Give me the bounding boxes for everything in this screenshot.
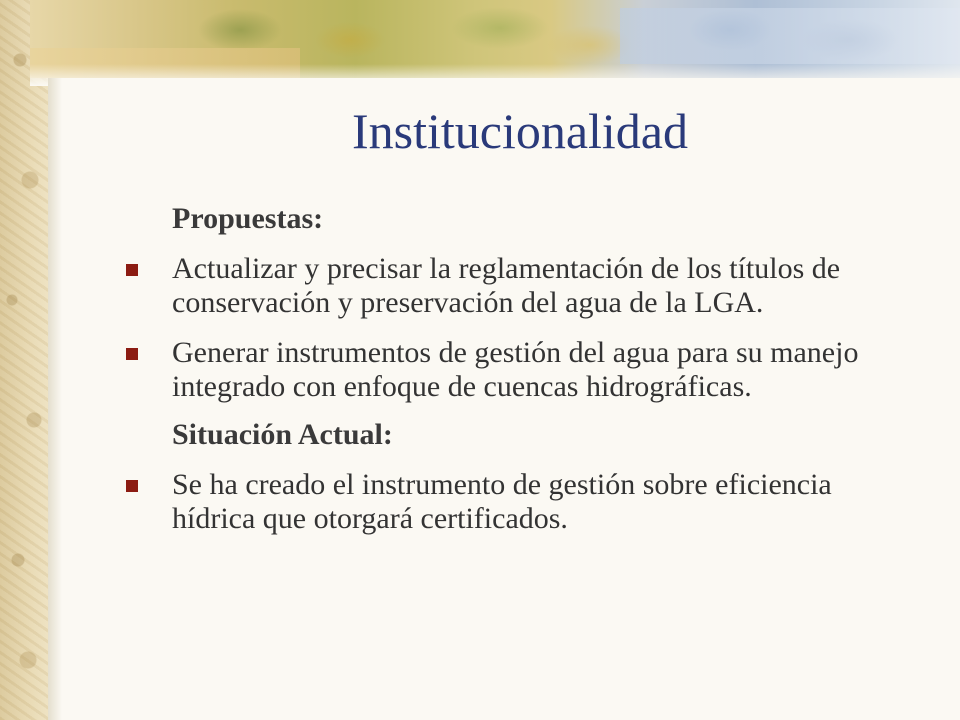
square-bullet-icon <box>126 264 138 276</box>
list-item <box>120 252 900 320</box>
list-item <box>120 468 900 536</box>
slide-title: Institucionalidad <box>351 103 689 159</box>
section-heading-situacion-actual: Situación Actual: <box>172 418 393 451</box>
square-bullet-icon <box>126 348 138 360</box>
decorative-slide-edge <box>48 78 62 720</box>
list-item-text: Se ha creado el instrumento de gestión sobre eficiencia hídrica que otorgará certificados. <box>172 468 832 535</box>
section-heading-propuestas: Propuestas: <box>172 202 324 235</box>
list-item-text: Actualizar y precisar la reglamentación de los títulos de conservación y preservación del agua de la LGA. <box>172 252 841 319</box>
slide-content <box>120 202 900 536</box>
decorative-banner-fade <box>30 64 960 86</box>
decorative-banner-tile <box>620 8 960 64</box>
list-item-text: Generar instrumentos de gestión del agua para su manejo integrado con enfoque de cuencas hidrográficas. <box>172 336 859 403</box>
list-item <box>120 336 900 404</box>
square-bullet-icon <box>126 480 138 492</box>
